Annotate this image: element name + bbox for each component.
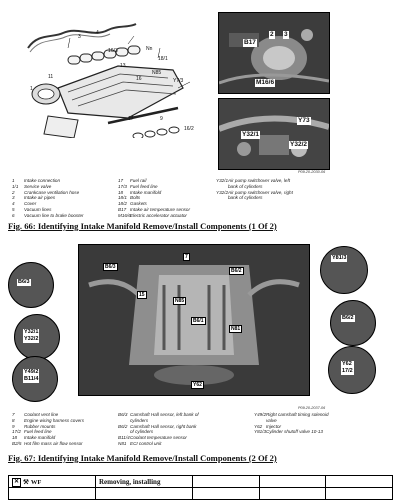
photo-label: Y32/2	[290, 141, 307, 148]
legend-item	[12, 213, 84, 219]
legend-text: Cover	[24, 201, 37, 207]
empty-cell	[326, 488, 393, 500]
diagram-label: 18/1	[158, 56, 168, 62]
diagram-label: 3	[78, 34, 81, 40]
tool-icon: ✕	[13, 478, 20, 485]
legend-text: Crankcase ventilation hose	[24, 189, 80, 195]
diagram-label: 17	[128, 116, 134, 122]
photo-label: 2	[270, 31, 274, 38]
legend-column-1	[12, 178, 84, 219]
legend-text: Electric accelerator actuator	[130, 212, 187, 218]
legend-text: Intake air pipes	[24, 195, 56, 201]
table-row	[9, 476, 393, 488]
inset-air-pump-valves	[14, 314, 60, 360]
photo-label: Y73	[298, 117, 310, 124]
legend-text: Fuel feed line	[130, 183, 158, 189]
work-code	[12, 478, 41, 487]
diagram-label: 16/2	[184, 126, 194, 132]
legend-number: 18/1	[118, 195, 127, 201]
legend-number: B17	[118, 206, 127, 212]
legend-text: Vacuum line to brake booster	[24, 212, 84, 218]
legend-text: Intake manifold	[130, 189, 162, 195]
legend-number: 2	[12, 189, 15, 195]
legend-column-3	[254, 412, 329, 435]
table-row	[9, 488, 393, 500]
legend-number: 17/3	[118, 183, 127, 189]
legend-number: Y49/2	[254, 412, 267, 417]
diagram-label: 9	[160, 116, 163, 122]
legend-number: Y32/1	[216, 178, 229, 183]
inset-label: B6/3	[18, 279, 30, 285]
engine-label: B6/3	[105, 264, 116, 270]
legend-number: B2/5	[12, 440, 22, 446]
legend-text: Coolant vent line	[24, 412, 59, 417]
inset-label: Y49/2 B11/4	[24, 369, 39, 382]
legend-text: Air pump switchover valve, right	[228, 189, 293, 195]
legend-text: Rubber mounts	[24, 423, 56, 429]
photo-throttle-area	[218, 12, 330, 94]
empty-cell	[193, 476, 260, 488]
legend-number: Y32/2	[216, 189, 229, 195]
legend-text: Intake connection	[24, 178, 61, 183]
photo-label: 3	[284, 31, 288, 38]
legend-number: M16/6	[118, 212, 131, 218]
legend-number: Y81/3	[254, 429, 267, 435]
legend-number: 1/1	[12, 183, 19, 189]
legend-column-2	[118, 178, 190, 219]
work-code-cell	[9, 476, 96, 488]
diagram-label: 16	[136, 76, 142, 82]
legend-text: valve	[266, 417, 277, 423]
legend-text: ECI control unit	[130, 440, 162, 446]
legend-number: N81	[118, 440, 127, 446]
legend-item	[12, 441, 84, 447]
diagram-label: Nn	[146, 46, 153, 52]
engine-label: 7	[185, 254, 188, 260]
legend-number: B6/2	[118, 423, 128, 429]
inset-label: Y32/1 Y32/2	[24, 329, 39, 342]
legend-text: of cylinders	[130, 429, 154, 435]
engine-photo-graphic	[219, 99, 329, 169]
legend-text: Fuel feed line	[24, 429, 52, 435]
inset-camshaft-sensor-left	[8, 262, 54, 308]
legend-text: Right camshaft timing solenoid	[266, 412, 329, 417]
legend-number: 1	[12, 178, 15, 183]
inset-timing-solenoid	[12, 356, 58, 402]
legend-text: Intake air temperature sensor	[130, 206, 191, 212]
legend-text: bank of cylinders	[228, 183, 263, 189]
legend-text: Fuel rail	[130, 178, 147, 183]
diagram-label: 4	[96, 30, 99, 36]
photo-label: Y32/1	[242, 131, 259, 138]
legend-number: 6	[12, 212, 15, 218]
legend-text: Camshaft Hall sensor, right bank	[130, 423, 197, 429]
figure-id: P09.20-2037-06	[298, 406, 326, 410]
legend-text: Vacuum lines	[24, 206, 52, 212]
engine-label: B6/1	[193, 318, 204, 324]
intake-manifold-exploded-diagram	[8, 8, 208, 138]
legend-text: cylinders	[130, 417, 149, 423]
empty-cell	[326, 476, 393, 488]
engine-label: 15	[139, 292, 145, 298]
legend-number	[216, 195, 228, 201]
engine-label: B6/2	[231, 268, 242, 274]
legend-text: Gaskets	[130, 201, 147, 207]
legend-text: Cylinder shutoff valve 10-13	[266, 429, 323, 435]
wrench-icon: ⚒	[23, 479, 29, 486]
legend-column-3	[216, 178, 293, 201]
legend-number: 8	[12, 417, 15, 423]
legend-number: 18	[118, 189, 124, 195]
legend-text: Intake manifold	[24, 435, 56, 441]
legend-number: 7	[12, 412, 15, 417]
legend-number: Y62	[254, 423, 263, 429]
legend-column-2	[118, 412, 199, 447]
legend-number: 9	[12, 423, 15, 429]
diagram-label: 11	[48, 74, 54, 80]
empty-cell	[193, 488, 260, 500]
legend-number: 3	[12, 195, 15, 201]
legend-text: Air pump switchover valve, left	[228, 178, 291, 183]
legend-number: 18/2	[118, 201, 127, 207]
inset-injector	[328, 346, 376, 394]
legend-number: 17/2	[12, 429, 21, 435]
figure-67-caption: Fig. 67: Identifying Intake Manifold Remove/Install Components (2 Of 2)	[8, 453, 277, 463]
diagram-label: 16/3	[108, 48, 118, 54]
empty-cell	[259, 488, 326, 500]
work-code-label: WF	[30, 478, 42, 486]
figure-67	[8, 240, 392, 446]
procedure-table	[8, 475, 393, 500]
legend-number: B11/4	[118, 435, 130, 441]
inset-cylinder-shutoff-valve	[320, 246, 368, 294]
figure-id: P09.20-2030-06	[298, 170, 326, 174]
engine-label: N81	[231, 326, 241, 332]
legend-column-1	[12, 412, 84, 447]
photo-label: B17	[244, 39, 256, 46]
legend-text: Injector	[266, 423, 282, 429]
photo-label: M16/6	[256, 79, 275, 86]
photo-air-pump-valves	[218, 98, 330, 170]
diagram-label: N85	[152, 70, 162, 76]
figure-66	[8, 8, 392, 218]
legend-number: 4	[12, 201, 15, 207]
legend-item	[216, 195, 293, 201]
legend-item	[118, 213, 190, 219]
inset-label: Y62 17/2	[342, 361, 353, 374]
engine-label: Y62	[193, 382, 202, 388]
inset-camshaft-sensor-right	[330, 300, 376, 346]
diagram-label: Y7/3	[173, 78, 184, 84]
legend-number: B6/3	[118, 412, 128, 417]
inset-label: B6/2	[342, 315, 354, 321]
empty-cell	[9, 488, 96, 500]
legend-text: Camshaft Hall sensor, left bank of	[130, 412, 199, 417]
legend-item	[118, 441, 199, 447]
legend-text: Coolant temperature sensor	[130, 435, 187, 441]
empty-cell	[96, 488, 193, 500]
legend-text: bank of cylinders	[228, 195, 263, 201]
procedure-title: Removing, installing	[96, 476, 193, 488]
legend-number: 5	[12, 206, 15, 212]
diagram-label: 1	[30, 86, 33, 92]
legend-text: Bolts	[130, 195, 141, 201]
legend-text: Engine wiring harness covers	[24, 417, 85, 423]
legend-text: Service valve	[24, 183, 52, 189]
diagram-label: 13	[120, 63, 126, 69]
legend-item	[254, 429, 329, 435]
legend-text: Hot film mass air flow sensor	[24, 440, 83, 446]
engine-bay-photo	[78, 244, 310, 396]
legend-number: 18	[12, 435, 18, 441]
empty-cell	[259, 476, 326, 488]
inset-label: Y81/3	[332, 255, 347, 261]
figure-66-caption: Fig. 66: Identifying Intake Manifold Remove/Install Components (1 Of 2)	[8, 221, 277, 231]
engine-label: N85	[175, 298, 185, 304]
legend-number: 17	[118, 178, 124, 183]
